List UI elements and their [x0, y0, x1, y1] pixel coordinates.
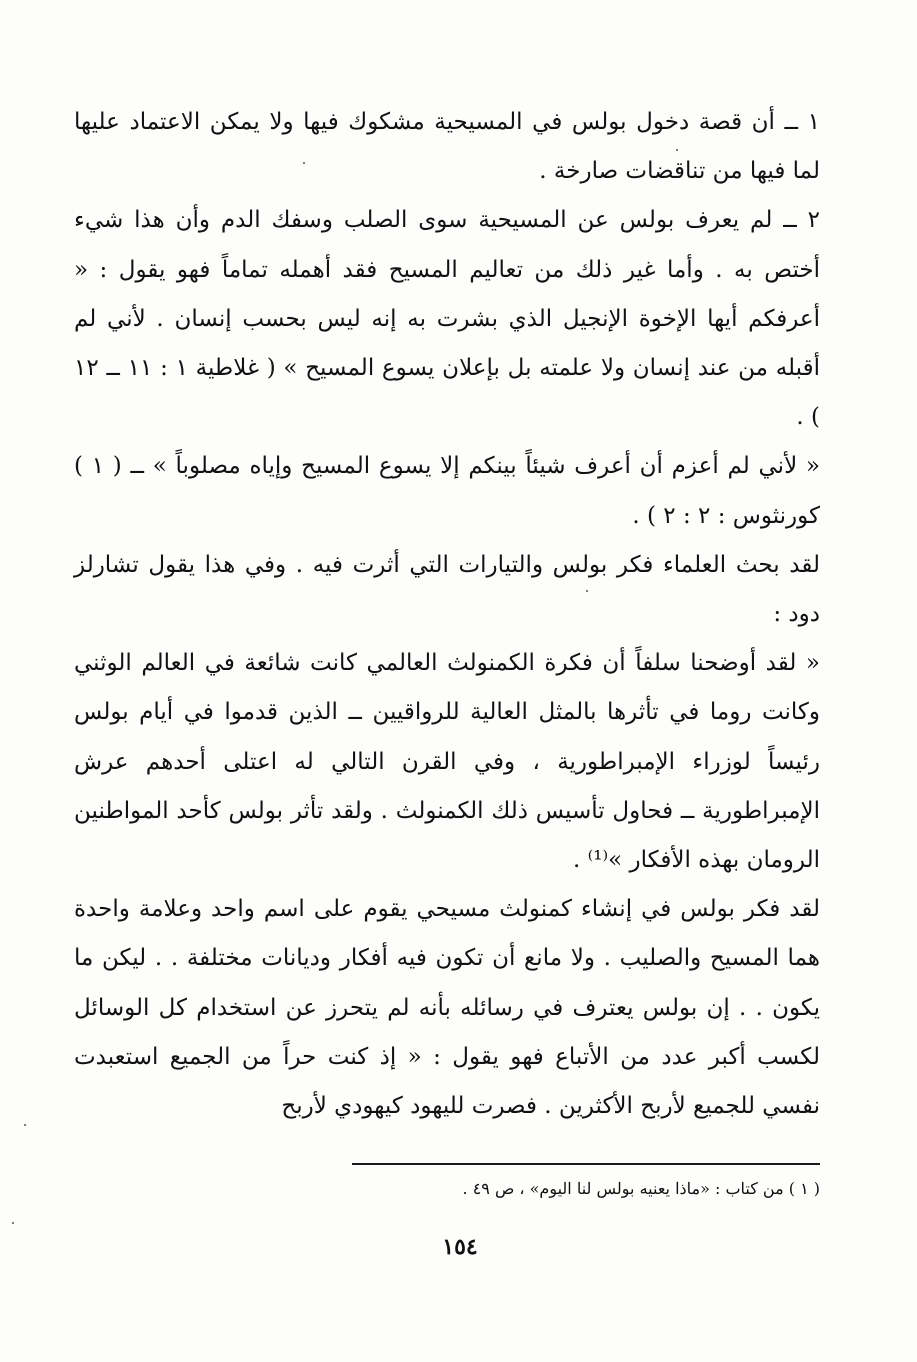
body-text — [74, 98, 820, 1131]
scan-speck — [12, 1222, 14, 1224]
scan-speck — [586, 590, 588, 592]
paragraph-scholars-intro: لقد بحث العلماء فكر بولس والتيارات التي أثرت فيه . وفي هذا يقول تشارلز دود : — [74, 551, 820, 628]
paragraph-dodd-quote: « لقد أوضحنا سلفاً أن فكرة الكمنولث العالمي كانت شائعة في العالم الوثني وكانت روما في تأثرها بالمثل العالية للرواقيين ــ الذين قدموا في أيام بولس رئيساً لوزراء الإمبراطورية ، وفي القرن التالي له اعتلى أحدهم عرش الإمبراطورية ــ فحاول تأسيس ذلك الكمنولث . ولقد تأثر بولس كأحد المواطنين الرومان بهذه الأفكار »⁽¹⁾ . — [74, 650, 820, 874]
scan-speck — [303, 162, 305, 164]
scan-speck — [24, 1124, 26, 1126]
paragraph-corinthians-quote: « لأني لم أعزم أن أعرف شيئاً بينكم إلا يسوع المسيح وإياه مصلوباً » ــ ( ١ ) كورنثوس : ٢ : ٢ ) . — [74, 453, 820, 529]
scan-speck — [676, 149, 678, 151]
paragraph-point-1: ١ ــ أن قصة دخول بولس في المسيحية مشكوك فيها ولا يمكن الاعتماد عليها لما فيها من تناقضات صارخة . — [74, 109, 820, 185]
footnote-divider — [352, 1163, 820, 1165]
paragraph-commonwealth: لقد فكر بولس في إنشاء كمنولث مسيحي يقوم على اسم واحد وعلامة واحدة هما المسيح والصليب . ولا مانع أن تكون فيه أفكار وديانات مختلفة . . ليكن ما يكون . . إن بولس يعترف في رسائله بأنه لم يتحرز عن استخدام كل الوسائل لكسب أكبر عدد من الأتباع فهو يقول : « إذ كنت حراً من الجميع استعبدت نفسي للجميع لأربح الأكثرين . فصرت لليهود كيهودي لأربح — [74, 896, 820, 1120]
page-number: ١٥٤ — [442, 1234, 478, 1260]
footnote: ( ١ ) من كتاب : «ماذا يعنيه بولس لنا اليوم» ، ص ٤٩ . — [462, 1179, 820, 1198]
paragraph-point-2: ٢ ــ لم يعرف بولس عن المسيحية سوى الصلب وسفك الدم وأن هذا شيء أختص به . وأما غير ذلك من تعاليم المسيح فقد أهمله تماماً فهو يقول : « أعرفكم أيها الإخوة الإنجيل الذي بشرت به إنه ليس بحسب إنسان . لأني لم أقبله من عند إنسان ولا علمته بل بإعلان يسوع المسيح » ( غلاطية ١ : ١١ ــ ١٢ ) . — [74, 207, 820, 431]
